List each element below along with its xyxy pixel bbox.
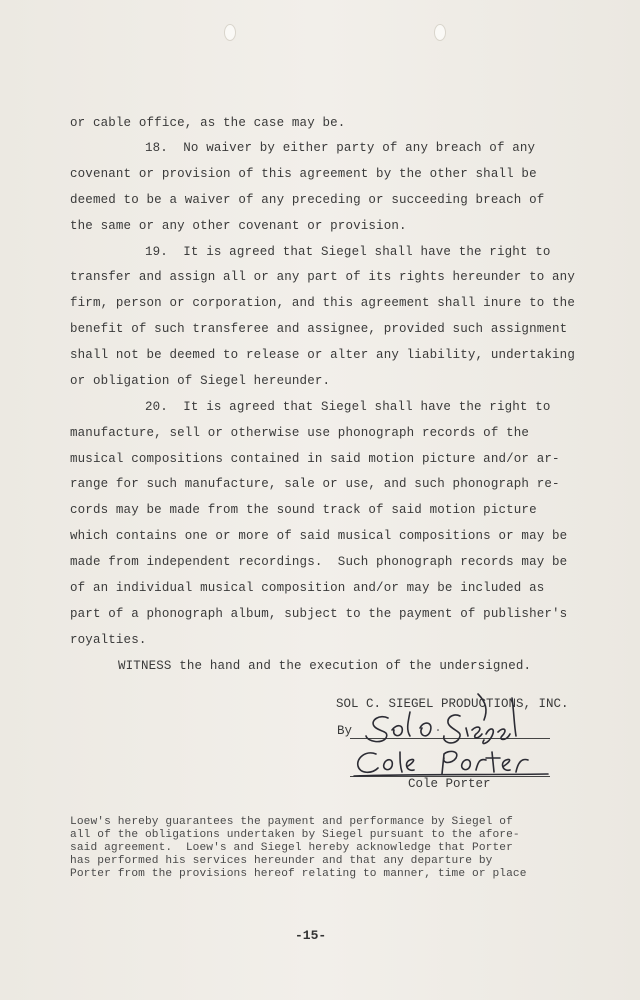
by-label: By [337, 724, 353, 738]
clause-18-start: 18. No waiver by either party of any breach of any [145, 141, 536, 155]
text-line: or obligation of Siegel hereunder. [70, 374, 331, 388]
text-line: musical compositions contained in said motion picture and/or ar- [70, 452, 560, 466]
guarantee-line: Loew's hereby guarantees the payment and performance by Siegel of [70, 816, 513, 828]
punch-hole-left [224, 24, 236, 41]
page-number: -15- [295, 928, 327, 943]
text-line: the same or any other covenant or provision. [70, 219, 407, 233]
text-line: firm, person or corporation, and this agreement shall inure to the [70, 296, 575, 310]
text-line: transfer and assign all or any part of its rights hereunder to any [70, 270, 575, 284]
signature-two-handwriting [352, 744, 552, 778]
guarantee-line: all of the obligations undertaken by Siegel pursuant to the afore- [70, 829, 520, 841]
text-line: range for such manufacture, sale or use, and such phonograph re- [70, 477, 560, 491]
clause-20-start: 20. It is agreed that Siegel shall have the right to [145, 400, 551, 414]
text-line: cords may be made from the sound track of said motion picture [70, 503, 537, 517]
text-line: shall not be deemed to release or alter any liability, undertaking [70, 348, 575, 362]
company-name: SOL C. SIEGEL PRODUCTIONS, INC. [336, 697, 569, 711]
text-line: benefit of such transferee and assignee, provided such assignment [70, 322, 568, 336]
signature-one-handwriting [360, 690, 530, 748]
text-line: deemed to be a waiver of any preceding or succeeding breach of [70, 193, 545, 207]
punch-hole-right [434, 24, 446, 41]
text-line: which contains one or more of said musical compositions or may be [70, 529, 568, 543]
signer-name: Cole Porter [408, 777, 491, 791]
clause-19-start: 19. It is agreed that Siegel shall have the right to [145, 245, 551, 259]
text-line: covenant or provision of this agreement by the other shall be [70, 167, 537, 181]
witness-line: WITNESS the hand and the execution of the undersigned. [118, 659, 532, 673]
guarantee-line: said agreement. Loew's and Siegel hereby acknowledge that Porter [70, 842, 513, 854]
text-line: part of a phonograph album, subject to the payment of publisher's [70, 607, 568, 621]
guarantee-line: has performed his services hereunder and that any departure by [70, 855, 493, 867]
text-line: of an individual musical composition and/or may be included as [70, 581, 545, 595]
text-line: made from independent recordings. Such phonograph records may be [70, 555, 568, 569]
text-line: royalties. [70, 633, 147, 647]
text-line: manufacture, sell or otherwise use phonograph records of the [70, 426, 530, 440]
guarantee-line: Porter from the provisions hereof relating to manner, time or place [70, 868, 527, 880]
text-line: or cable office, as the case may be. [70, 116, 346, 130]
